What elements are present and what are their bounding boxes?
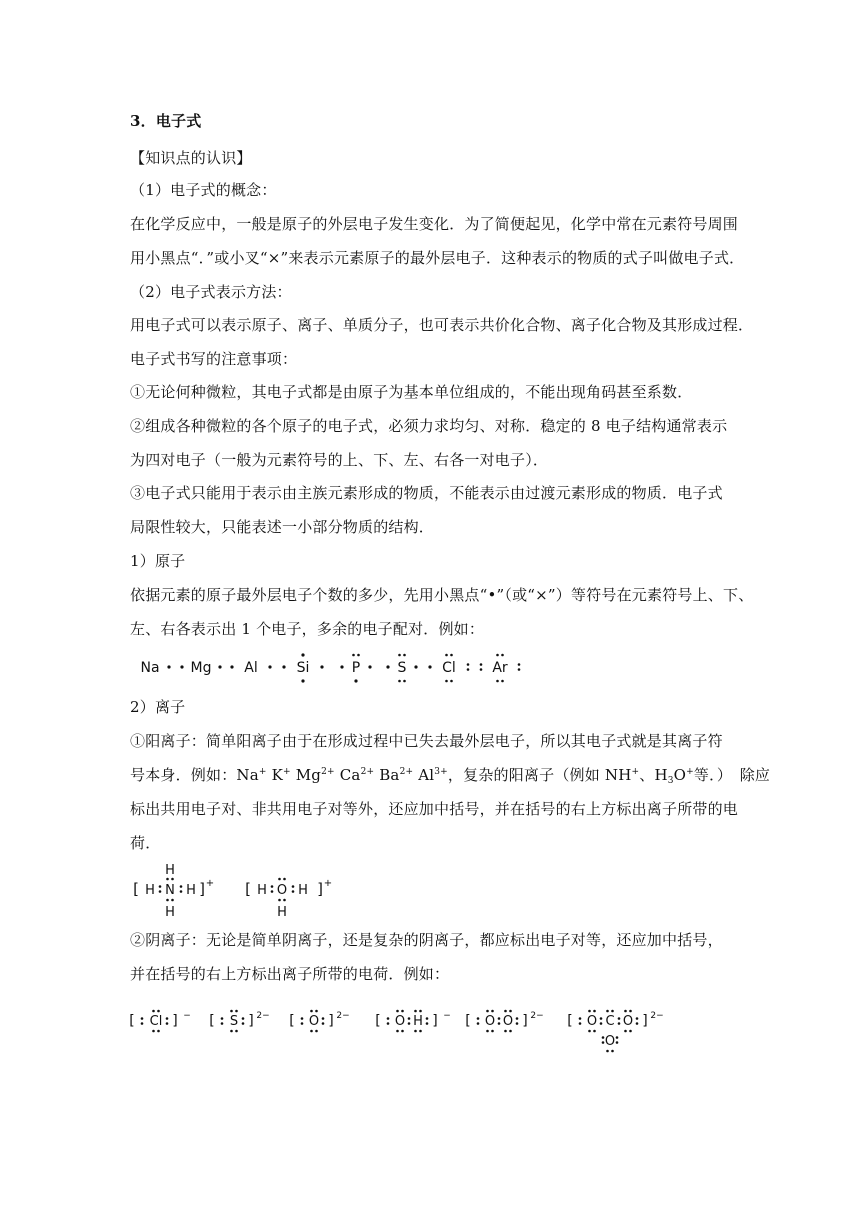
electron-dot [606, 1050, 609, 1053]
method-text-2: 电子式书写的注意事项： [130, 350, 298, 368]
electron-dot [315, 1030, 318, 1033]
h3o-oxygen: O [673, 766, 687, 784]
charge: − [183, 1011, 191, 1021]
cation-text-sep: 、H [639, 766, 668, 784]
electron-dot [322, 1022, 325, 1025]
electron-dot [235, 1010, 238, 1013]
cation-ion: Ca [339, 766, 361, 784]
cation-ion-charge: + [258, 767, 267, 777]
electron-dot [159, 885, 162, 888]
concept-text-1: 在化学反应中，一般是原子的外层电子发生变化．为了简便起见，化学中常在元素符号周围 [130, 215, 739, 233]
charge: − [443, 1011, 451, 1021]
electron-dot [398, 654, 401, 657]
method-heading: （2）电子式表示方法： [130, 283, 292, 301]
cation-ion-charge: 3+ [434, 767, 448, 777]
charge: 2− [336, 1011, 350, 1021]
note-2-line-1: ②组成各种微粒的各个原子的电子式，必须力求均匀、对称．稳定的 8 电子结构通常表示 [130, 417, 728, 435]
electron-dot [504, 1030, 507, 1033]
bracket: [ [209, 1013, 215, 1029]
electron-dot [230, 1010, 233, 1013]
electron-dot [282, 665, 285, 668]
electron-dot [387, 1022, 390, 1025]
electron-dot [419, 1030, 422, 1033]
electron-dot [166, 899, 169, 902]
anion-atom: H [413, 1014, 423, 1029]
charge: 2− [256, 1011, 270, 1021]
atom-text-2: 左、右各表示出 1 个电子，多余的电子配对．例如： [130, 620, 485, 638]
electron-dot [579, 1022, 582, 1025]
center-atom: N [165, 883, 175, 898]
electron-dot [629, 1010, 632, 1013]
note-2-line-2: 为四对电子（一般为元素符号的上、下、左、右各一对电子）． [130, 451, 549, 469]
charge: + [205, 878, 215, 889]
section-title: 3．电子式 [130, 112, 202, 130]
electron-dot [593, 1030, 596, 1033]
cation-text-4: 荷． [130, 834, 161, 852]
atom-symbol: Ar [492, 660, 508, 676]
electron-dot [368, 665, 371, 668]
electron-dot [310, 1030, 313, 1033]
electron-dot [618, 1017, 621, 1020]
bracket: ] [199, 880, 205, 898]
atom-symbol: Mg [190, 660, 212, 676]
nh4-charge: + [631, 767, 640, 777]
electron-dot [408, 1022, 411, 1025]
electron-dot [636, 1017, 639, 1020]
electron-dot [414, 1010, 417, 1013]
ligand-atom: H [165, 863, 175, 878]
electron-dot [242, 1017, 245, 1020]
electron-dot [141, 1017, 144, 1020]
electron-dot [221, 1022, 224, 1025]
electron-dot [386, 665, 389, 668]
bracket: [ [567, 1013, 573, 1029]
electron-dot [486, 1010, 489, 1013]
bracket: ] [248, 1013, 254, 1029]
anion-atom: O [484, 1014, 496, 1029]
anion-atom: O [502, 1014, 514, 1029]
cation-ion-list [236, 766, 448, 784]
note-3-line-2: 局限性较大，只能表述一小部分物质的结构． [130, 518, 435, 536]
electron-dot [278, 878, 281, 881]
electron-dot [445, 654, 448, 657]
electron-dot [159, 890, 162, 893]
electron-dot [301, 679, 304, 682]
electron-dot [171, 899, 174, 902]
method-text-1: 用电子式可以表示原子、离子、单质分子，也可表示共价化合物、离子化合物及其形成过程． [130, 316, 754, 334]
h3o-charge: + [686, 767, 694, 777]
electron-dot [504, 1010, 507, 1013]
electron-dot [419, 1010, 422, 1013]
electron-dot [414, 1030, 417, 1033]
electron-dot [629, 1030, 632, 1033]
electron-dot [180, 665, 183, 668]
electron-dot [398, 680, 401, 683]
bracket: ] [172, 1013, 178, 1029]
electron-dot [496, 654, 499, 657]
electron-dot [426, 1022, 429, 1025]
cation-text-prefix: 号本身．例如： [130, 766, 237, 784]
electron-dot [166, 1017, 169, 1020]
electron-dot [467, 663, 470, 666]
electron-dot [403, 654, 406, 657]
electron-dot [593, 1010, 596, 1013]
electron-dot [450, 654, 453, 657]
electron-dot [230, 665, 233, 668]
electron-dot [611, 1010, 614, 1013]
electron-dot [283, 899, 286, 902]
cation-text-2 [130, 765, 770, 785]
electron-dot [445, 680, 448, 683]
electron-dot [315, 1010, 318, 1013]
electron-dot [486, 1030, 489, 1033]
electron-dot [166, 1022, 169, 1025]
atom-heading: 1）原子 [130, 552, 186, 570]
electron-dot [516, 1022, 519, 1025]
electron-dot [509, 1030, 512, 1033]
electron-dot [301, 653, 304, 656]
charge: 2− [650, 1011, 664, 1021]
electron-dot [480, 668, 483, 671]
atom-symbol: S [397, 660, 407, 676]
electron-dot [283, 878, 286, 881]
anion-atom: O [604, 1034, 616, 1049]
ligand-atom: H [277, 905, 287, 920]
cation-ion-charge: 2+ [321, 767, 335, 777]
center-atom: O [276, 883, 288, 898]
electron-dot [611, 1050, 614, 1053]
electron-dot [292, 885, 295, 888]
electron-dot [624, 1030, 627, 1033]
electron-dot [301, 1017, 304, 1020]
electron-dot [180, 885, 183, 888]
cation-text-1: ①阳离子：简单阳离子由于在形成过程中已失去最外层电子，所以其电子式就是其离子符 [130, 732, 723, 750]
electron-dot [157, 1030, 160, 1033]
electron-dot [618, 1022, 621, 1025]
electron-dot [408, 1017, 411, 1020]
electron-dot [501, 654, 504, 657]
electron-dot [624, 1010, 627, 1013]
charge: + [323, 878, 333, 889]
electron-dot [403, 680, 406, 683]
electron-dot [354, 679, 357, 682]
electron-dot [401, 1010, 404, 1013]
bracket: [ [375, 1013, 381, 1029]
electron-dot [579, 1017, 582, 1020]
bracket: ] [642, 1013, 648, 1029]
electron-dot [491, 1030, 494, 1033]
electron-dot [636, 1022, 639, 1025]
cation-text-suffix: 等．） 除应 [693, 766, 771, 784]
electron-dot [518, 663, 521, 666]
electron-dot [501, 680, 504, 683]
electron-dot [152, 1030, 155, 1033]
ligand-atom: H [186, 883, 196, 898]
electron-dot [616, 1036, 619, 1039]
electron-dot [242, 1022, 245, 1025]
anion-text-2: 并在括号的右上方标出离子所带的电荷．例如： [130, 965, 450, 983]
note-1: ①无论何种微粒，其电子式都是由原子为基本单位组成的，不能出现角码甚至系数． [130, 383, 693, 401]
anion-atom: O [308, 1014, 320, 1029]
electron-dot [396, 1010, 399, 1013]
anion-atom: Cl [149, 1014, 163, 1029]
electron-dot [498, 1022, 501, 1025]
anion-lewis-structures [130, 1003, 690, 1053]
electron-dot [401, 1030, 404, 1033]
electron-dot [450, 680, 453, 683]
anion-atom: O [394, 1014, 406, 1029]
electron-dot [588, 1010, 591, 1013]
atom-text-1: 依据元素的原子最外层电子个数的多少，先用小黑点“•”（或“×”）等符号在元素符号上、下、 [130, 586, 754, 604]
ligand-atom: H [145, 883, 155, 898]
electron-dot [480, 663, 483, 666]
electron-dot [271, 885, 274, 888]
electron-dot [600, 1017, 603, 1020]
atom-symbol: Al [244, 660, 258, 676]
bracket: [ [465, 1013, 471, 1029]
electron-dot [152, 1010, 155, 1013]
cation-ion-charge: 2+ [399, 767, 414, 777]
bracket: [ [289, 1013, 295, 1029]
anion-atom: S [229, 1014, 239, 1029]
bracket: ] [317, 880, 323, 898]
electron-dot [509, 1010, 512, 1013]
electron-dot [414, 665, 417, 668]
h3o-subscript: 3 [667, 776, 674, 786]
ion-heading: 2）离子 [130, 698, 186, 716]
electron-dot [588, 1030, 591, 1033]
electron-dot [322, 1017, 325, 1020]
electron-dot [166, 878, 169, 881]
electron-dot [387, 1017, 390, 1020]
electron-dot [218, 665, 221, 668]
anion-text-1: ②阴离子：无论是简单阴离子，还是复杂的阴离子，都应标出电子对等，还应加中括号， [130, 931, 723, 949]
bracket: ] [432, 1013, 438, 1029]
electron-dot [352, 654, 355, 657]
electron-dot [496, 680, 499, 683]
electron-dot [396, 1030, 399, 1033]
electron-dot [426, 1017, 429, 1020]
cation-text-3: 标出共用电子对、非共用电子对等外，还应加中括号，并在括号的右上方标出离子所带的电 [130, 800, 739, 818]
electron-dot [292, 890, 295, 893]
electron-dot [357, 654, 360, 657]
concept-text-2: 用小黑点“．”或小叉“×”来表示元素原子的最外层电子．这种表示的物质的式子叫做电子式． [130, 249, 745, 267]
atom-symbol: Na [140, 660, 160, 676]
electron-dot [491, 1010, 494, 1013]
cation-ion-charge: + [283, 767, 291, 777]
electron-dot [221, 1017, 224, 1020]
electron-dot [600, 1022, 603, 1025]
electron-dot [516, 1017, 519, 1020]
electron-dot [518, 668, 521, 671]
electron-dot [477, 1022, 480, 1025]
electron-dot [606, 1010, 609, 1013]
electron-dot [271, 890, 274, 893]
electron-dot [340, 665, 343, 668]
atom-symbol: Si [296, 660, 310, 676]
electron-dot [616, 1041, 619, 1044]
cation-ion: K [271, 766, 283, 784]
subheading: 【知识点的认识】 [130, 149, 252, 167]
anion-atom: O [586, 1014, 598, 1029]
ligand-atom: H [298, 883, 308, 898]
cation-lewis-structures [130, 862, 350, 922]
anion-atom: C [605, 1014, 615, 1029]
electron-dot [180, 890, 183, 893]
electron-dot [301, 1022, 304, 1025]
note-3-line-1: ③电子式只能用于表示由主族元素形成的物质，不能表示由过渡元素形成的物质．电子式 [130, 484, 723, 502]
electron-dot [467, 668, 470, 671]
atom-symbol: P [351, 660, 361, 676]
bracket: [ [133, 880, 139, 898]
electron-dot [498, 1017, 501, 1020]
cation-ion: Mg [295, 766, 322, 784]
electron-dot [230, 1030, 233, 1033]
bracket: ] [522, 1013, 528, 1029]
electron-dot [310, 1010, 313, 1013]
electron-dot [157, 1010, 160, 1013]
electron-dot [171, 878, 174, 881]
bracket: [ [129, 1013, 135, 1029]
anion-atom: O [622, 1014, 634, 1029]
bracket: [ [245, 880, 251, 898]
electron-dot [268, 665, 271, 668]
cation-text-middle: ，复杂的阳离子（例如 NH [447, 766, 632, 784]
charge: 2− [530, 1011, 544, 1021]
ligand-atom: H [165, 905, 175, 920]
cation-ion: Ba [379, 766, 400, 784]
electron-dot [141, 1022, 144, 1025]
bracket: ] [328, 1013, 334, 1029]
electron-dot [477, 1017, 480, 1020]
electron-dot [428, 665, 431, 668]
electron-dot [167, 665, 170, 668]
atom-lewis-structures [130, 648, 550, 688]
cation-ion: Na [236, 766, 259, 784]
electron-dot [278, 899, 281, 902]
electron-dot [320, 665, 323, 668]
cation-ion-charge: 2+ [360, 767, 375, 777]
ligand-atom: H [257, 883, 267, 898]
electron-dot [235, 1030, 238, 1033]
concept-heading: （1）电子式的概念： [130, 181, 277, 199]
atom-symbol: Cl [442, 660, 456, 676]
cation-ion: Al [418, 766, 435, 784]
